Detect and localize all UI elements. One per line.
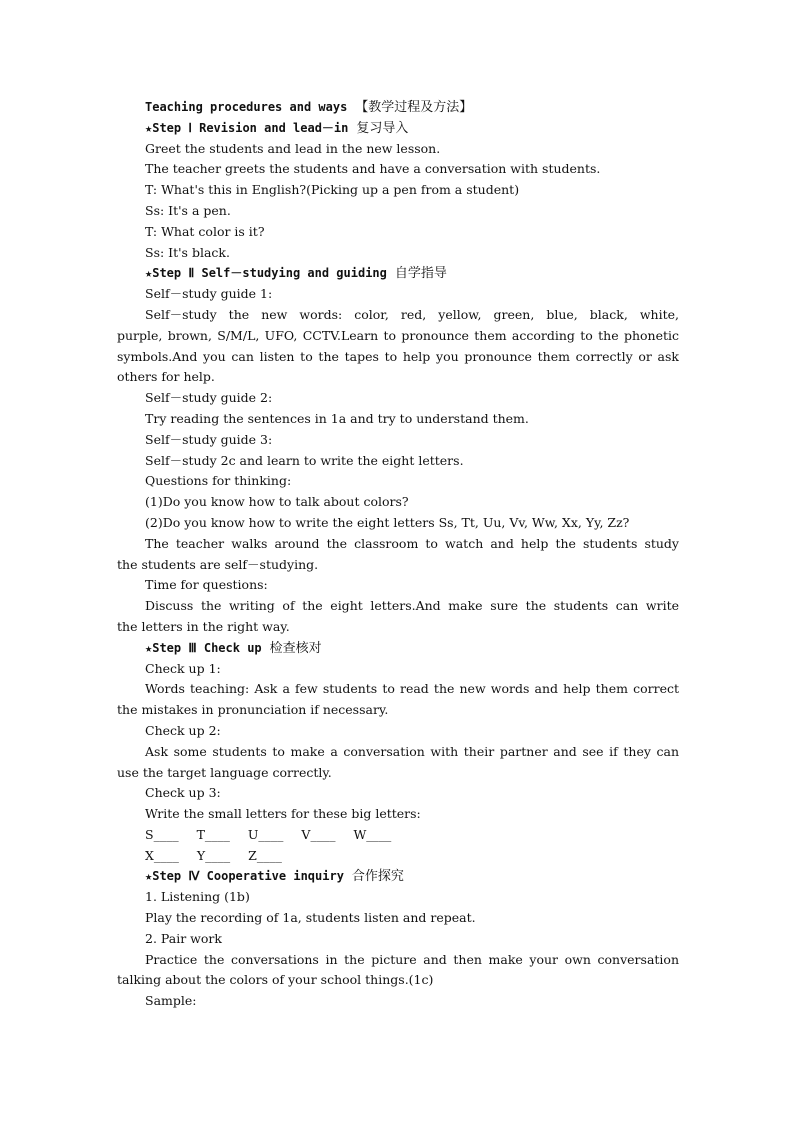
step-heading: ★Step Ⅰ Revision and lead－in 复习导入 <box>145 120 409 136</box>
blank-row <box>117 846 679 867</box>
subheading: 1. Listening (1b) <box>145 889 250 905</box>
paragraph-line: Try reading the sentences in 1a and try to understand them. <box>145 410 529 426</box>
paragraph-line: Write the small letters for these big letters: <box>145 806 421 822</box>
paragraph-line: Ask some students to make a conversation with their partner and see if they can <box>145 743 679 759</box>
question-line: (1)Do you know how to talk about colors? <box>145 494 409 510</box>
letter-blank: Z____ <box>248 847 282 863</box>
dialogue-line: T: What color is it? <box>145 223 265 239</box>
step-heading: ★Step Ⅲ Check up 检查核对 <box>145 640 322 656</box>
subheading: Time for questions: <box>145 577 268 593</box>
question-line: (2)Do you know how to write the eight letters Ss, Tt, Uu, Vv, Ww, Xx, Yy, Zz? <box>145 514 630 530</box>
letter-blank: W____ <box>353 826 392 842</box>
letter-blank: V____ <box>301 826 336 842</box>
paragraph-line: Practice the conversations in the picture and then make your own conversation <box>145 951 679 967</box>
dialogue-line: Ss: It's a pen. <box>145 202 231 218</box>
dialogue-line: Ss: It's black. <box>145 244 230 260</box>
paragraph-line: the students are self－studying. <box>117 556 319 572</box>
letter-blank: X____ <box>145 847 179 863</box>
subheading: Questions for thinking: <box>145 473 292 489</box>
section-title: Teaching procedures and ways 【教学过程及方法】 <box>145 100 473 115</box>
paragraph-line: Greet the students and lead in the new lesson. <box>145 140 441 156</box>
paragraph-line: others for help. <box>117 369 215 385</box>
paragraph-line: Words teaching: Ask a few students to read the new words and help them correct <box>145 681 679 697</box>
paragraph-line: The teacher walks around the classroom to watch and help the students study <box>145 535 679 551</box>
step-heading: ★Step Ⅱ Self－studying and guiding 自学指导 <box>145 266 447 282</box>
paragraph-line: the mistakes in pronunciation if necessary. <box>117 702 389 718</box>
paragraph-line: use the target language correctly. <box>117 764 332 780</box>
letter-blank: Y____ <box>196 847 231 863</box>
letter-blank: U____ <box>247 826 284 842</box>
paragraph-line: Discuss the writing of the eight letters.And make sure the students can write <box>145 598 679 614</box>
letter-blank: S____ <box>145 826 179 842</box>
paragraph-line: the letters in the right way. <box>117 618 290 634</box>
subheading: Self－study guide 2: <box>145 390 273 406</box>
paragraph-line: Self－study the new words: color, red, yellow, green, blue, black, white, <box>145 306 679 322</box>
paragraph-line: purple, brown, S/M/L, UFO, CCTV.Learn to pronounce them according to the phonetic <box>117 327 679 343</box>
paragraph-line: symbols.And you can listen to the tapes to help you pronounce them correctly or ask <box>117 348 679 364</box>
subheading: 2. Pair work <box>145 930 222 946</box>
paragraph-line: The teacher greets the students and have a conversation with students. <box>145 161 601 177</box>
subheading: Check up 3: <box>145 785 221 801</box>
document-page <box>117 97 679 1012</box>
dialogue-line: T: What's this in English?(Picking up a pen from a student) <box>145 182 520 198</box>
paragraph-line: Self－study 2c and learn to write the eight letters. <box>145 452 464 468</box>
letter-blank: T____ <box>196 826 230 842</box>
paragraph-line: Play the recording of 1a, students listen and repeat. <box>145 910 476 926</box>
subheading: Self－study guide 3: <box>145 431 273 447</box>
subheading: Check up 1: <box>145 660 221 676</box>
subheading: Sample: <box>145 993 197 1009</box>
subheading: Self－study guide 1: <box>145 286 273 302</box>
subheading: Check up 2: <box>145 722 221 738</box>
paragraph-line: talking about the colors of your school things.(1c) <box>117 972 434 988</box>
step-heading: ★Step Ⅳ Cooperative inquiry 合作探究 <box>145 869 404 885</box>
blank-row <box>117 825 679 846</box>
